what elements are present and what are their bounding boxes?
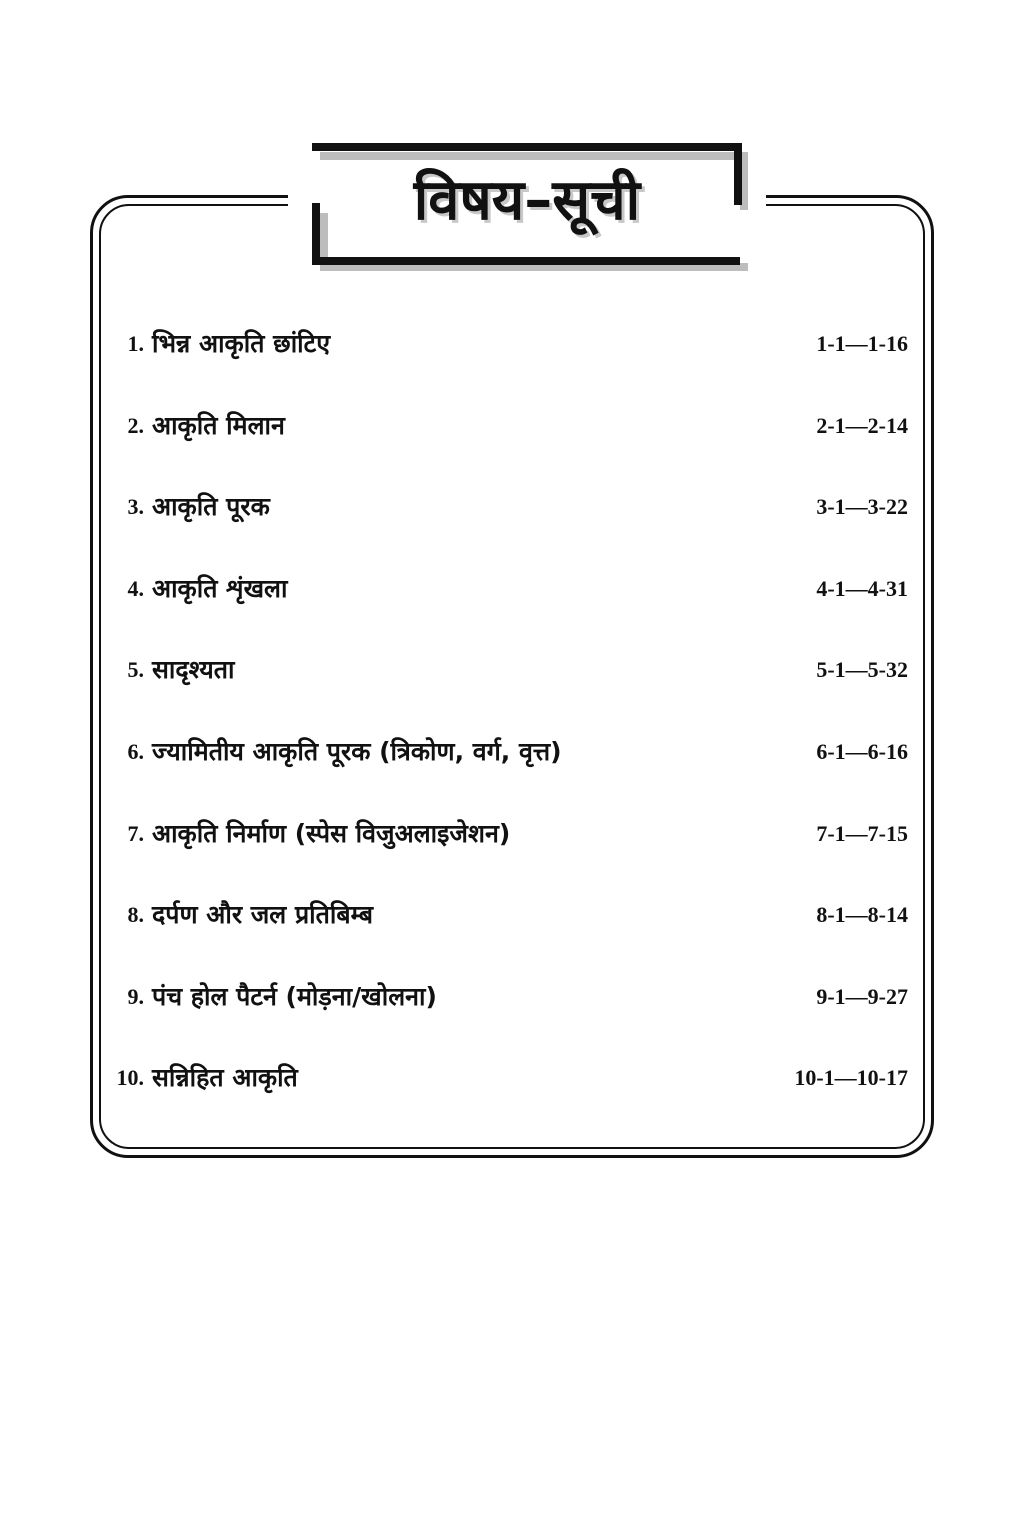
toc-item-number: 9. (127, 983, 144, 1009)
toc-item-5[interactable] (104, 640, 908, 722)
toc-item-8[interactable] (104, 885, 908, 967)
toc-item-pages: 4-1—4-31 (816, 575, 908, 601)
toc-item-number: 5. (127, 657, 144, 683)
toc-item-pages: 7-1—7-15 (816, 820, 908, 846)
toc-item-pages: 9-1—9-27 (816, 983, 908, 1009)
toc-item-number: 7. (127, 820, 144, 846)
toc-item-2[interactable] (104, 396, 908, 478)
toc-item-title: ज्यामितीय आकृति पूरक (त्रिकोण, वर्ग, वृत्त) (152, 736, 562, 766)
toc-item-7[interactable] (104, 804, 908, 886)
toc-item-title: भिन्न आकृति छांटिए (152, 329, 331, 358)
toc-item-pages: 5-1—5-32 (816, 657, 908, 683)
toc-item-number: 1. (127, 331, 144, 356)
toc-item-pages: 8-1—8-14 (816, 902, 908, 928)
toc-item-title: आकृति मिलान (152, 410, 285, 440)
toc-item-1[interactable] (104, 314, 908, 396)
toc-item-title: आकृति निर्माण (स्पेस विजुअलाइजेशन) (152, 818, 511, 848)
toc-item-number: 8. (127, 902, 144, 928)
title-shadow (320, 152, 746, 160)
toc-item-title: आकृति शृंखला (152, 573, 288, 603)
toc-item-title: दर्पण और जल प्रतिबिम्ब (152, 900, 374, 930)
toc-item-number: 6. (127, 738, 144, 764)
page-title: विषय–सूची (413, 168, 641, 233)
toc-item-title: पंच होल पैटर्न (मोड़ना/खोलना) (152, 981, 437, 1011)
toc-item-title: सादृश्यता (152, 655, 235, 685)
toc-item-pages: 3-1—3-22 (816, 494, 908, 520)
toc-item-9[interactable] (104, 967, 908, 1049)
toc-item-number: 2. (127, 412, 144, 438)
toc-item-number: 3. (127, 494, 144, 520)
toc-item-pages: 6-1—6-16 (816, 738, 908, 764)
toc-item-number: 4. (127, 575, 144, 601)
title-bracket-top (312, 143, 740, 151)
toc-item-3[interactable] (104, 477, 908, 559)
toc-item-pages: 1-1—1-16 (816, 331, 908, 356)
toc-item-10[interactable] (104, 1048, 908, 1130)
toc-item-6[interactable] (104, 722, 908, 804)
title-box (312, 143, 742, 265)
toc-item-pages: 10-1—10-17 (794, 1065, 908, 1091)
toc-item-4[interactable] (104, 559, 908, 641)
table-of-contents (104, 314, 908, 1130)
toc-item-number: 10. (116, 1065, 144, 1091)
toc-item-title: आकृति पूरक (152, 492, 270, 522)
title-bracket-bottom (312, 257, 740, 265)
toc-item-title: सन्निहित आकृति (152, 1063, 298, 1093)
toc-item-pages: 2-1—2-14 (816, 412, 908, 438)
